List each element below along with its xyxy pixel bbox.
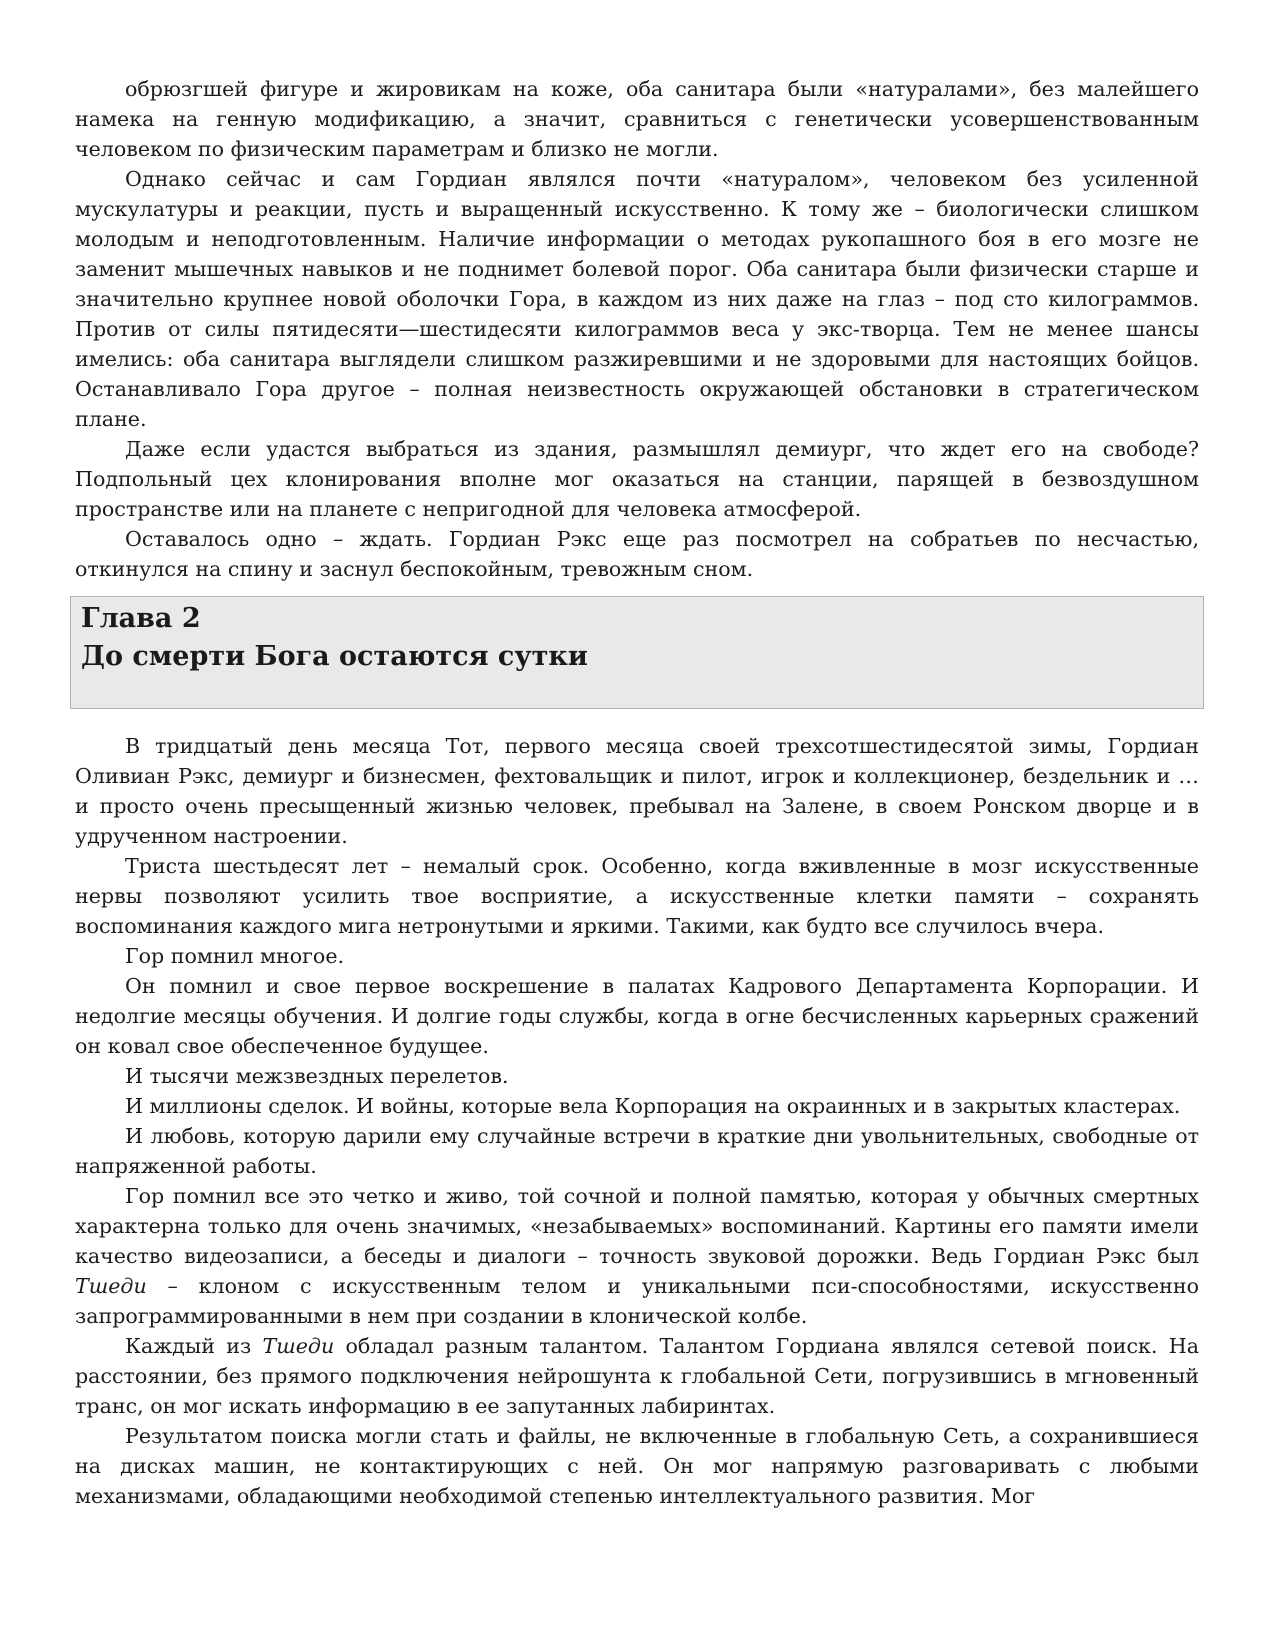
paragraph [75,971,1199,1061]
paragraph-text: Оставалось одно – ждать. Гордиан Рэкс еще раз посмотрел на собратьев по несчастью, откинулся на спину и заснул беспокойным, тревожным сном. [75,527,1199,581]
paragraph [75,524,1199,584]
italic-term: Тшеди [75,1274,147,1298]
paragraph-text: И тысячи межзвездных перелетов. [125,1064,509,1088]
paragraph-text: И любовь, которую дарили ему случайные встречи в краткие дни увольнительных, свободные от напряженной работы. [75,1124,1199,1178]
paragraph [75,1091,1199,1121]
paragraph [75,1181,1199,1331]
paragraph-text: обладал разным талантом. Талантом Гордиана являлся сетевой поиск. На расстоянии, без прямого подключения нейрошунта к глобальной Сети, погрузившись в мгновенный транс, он мог искать информацию в ее запутанных лабиринтах. [75,1334,1199,1418]
chapter-heading-box [70,596,1204,709]
text-section-chapter-body [75,731,1199,1511]
paragraph-text: Результатом поиска могли стать и файлы, не включенные в глобальную Сеть, а сохранившиеся на дисках машин, не контактирующих с ней. Он мог напрямую разговаривать с любыми механизмами, обладающими необходимой степенью интеллектуального развития. Мог [75,1424,1199,1508]
paragraph-text: Он помнил и свое первое воскрешение в палатах Кадрового Департамента Корпорации. И недолгие месяцы обучения. И долгие годы службы, когда в огне бесчисленных карьерных сражений он ковал свое обеспеченное будущее. [75,974,1199,1058]
paragraph-text: Гор помнил многое. [125,944,345,968]
paragraph-text: Триста шестьдесят лет – немалый срок. Особенно, когда вживленные в мозг искусственные нервы позволяют усилить твое восприятие, а искусственные клетки памяти – сохранять воспоминания каждого мига нетронутыми и яркими. Такими, как будто все случилось вчера. [75,854,1199,938]
italic-term: Тшеди [262,1334,335,1358]
paragraph [75,731,1199,851]
document-page [75,74,1199,1511]
paragraph [75,434,1199,524]
chapter-title: До смерти Бога остаются сутки [81,641,588,672]
paragraph-text: обрюзгшей фигуре и жировикам на коже, оба санитара были «натуралами», без малейшего намека на генную модификацию, а значит, сравниться с генетически усовершенствованным человеком по физическим параметрам и близко не могли. [75,77,1199,161]
paragraph [75,1121,1199,1181]
paragraph [75,74,1199,164]
paragraph-text: Каждый из [125,1334,263,1358]
paragraph-text: Гор помнил все это четко и живо, той сочной и полной памятью, которая у обычных смертных характерна только для очень значимых, «незабываемых» воспоминаний. Картины его памяти имели качество видеозаписи, а беседы и диалоги – точность звуковой дорожки. Ведь Гордиан Рэкс был [75,1184,1199,1268]
paragraph-text: Даже если удастся выбраться из здания, размышлял демиург, что ждет его на свободе? Подпольный цех клонирования вполне мог оказаться на станции, парящей в безвоздушном пространстве или на планете с непригодной для человека атмосферой. [75,437,1199,521]
paragraph [75,1331,1199,1421]
paragraph [75,1061,1199,1091]
paragraph [75,164,1199,434]
paragraph-text: – клоном с искусственным телом и уникальными пси-способностями, искусственно запрограммированными в нем при создании в клонической колбе. [75,1274,1199,1328]
paragraph-text: Однако сейчас и сам Гордиан являлся почти «натуралом», человеком без усиленной мускулатуры и реакции, пусть и выращенный искусственно. К тому же – биологически слишком молодым и неподготовленным. Наличие информации о методах рукопашного боя в его мозге не заменит мышечных навыков и не поднимет болевой порог. Оба санитара были физически старше и значительно крупнее новой оболочки Гора, в каждом из них даже на глаз – под сто килограммов. Против от силы пятидесяти—шестидесяти килограммов веса у экс-творца. Тем не менее шансы имелись: оба санитара выглядели слишком разжиревшими и не здоровыми для настоящих бойцов. Останавливало Гора другое – полная неизвестность окружающей обстановки в стратегическом плане. [75,167,1199,431]
text-section-before-chapter [75,74,1199,584]
paragraph-text: В тридцатый день месяца Тот, первого месяца своей трехсотшестидесятой зимы, Гордиан Оливиан Рэкс, демиург и бизнесмен, фехтовальщик и пилот, игрок и коллекционер, бездельник и … и просто очень пресыщенный жизнью человек, пребывал на Залене, в своем Ронском дворце и в удрученном настроении. [75,734,1199,848]
paragraph [75,941,1199,971]
paragraph [75,851,1199,941]
chapter-number: Глава 2 [81,603,201,634]
paragraph [75,1421,1199,1511]
paragraph-text: И миллионы сделок. И войны, которые вела Корпорация на окраинных и в закрытых кластерах. [125,1094,1181,1118]
